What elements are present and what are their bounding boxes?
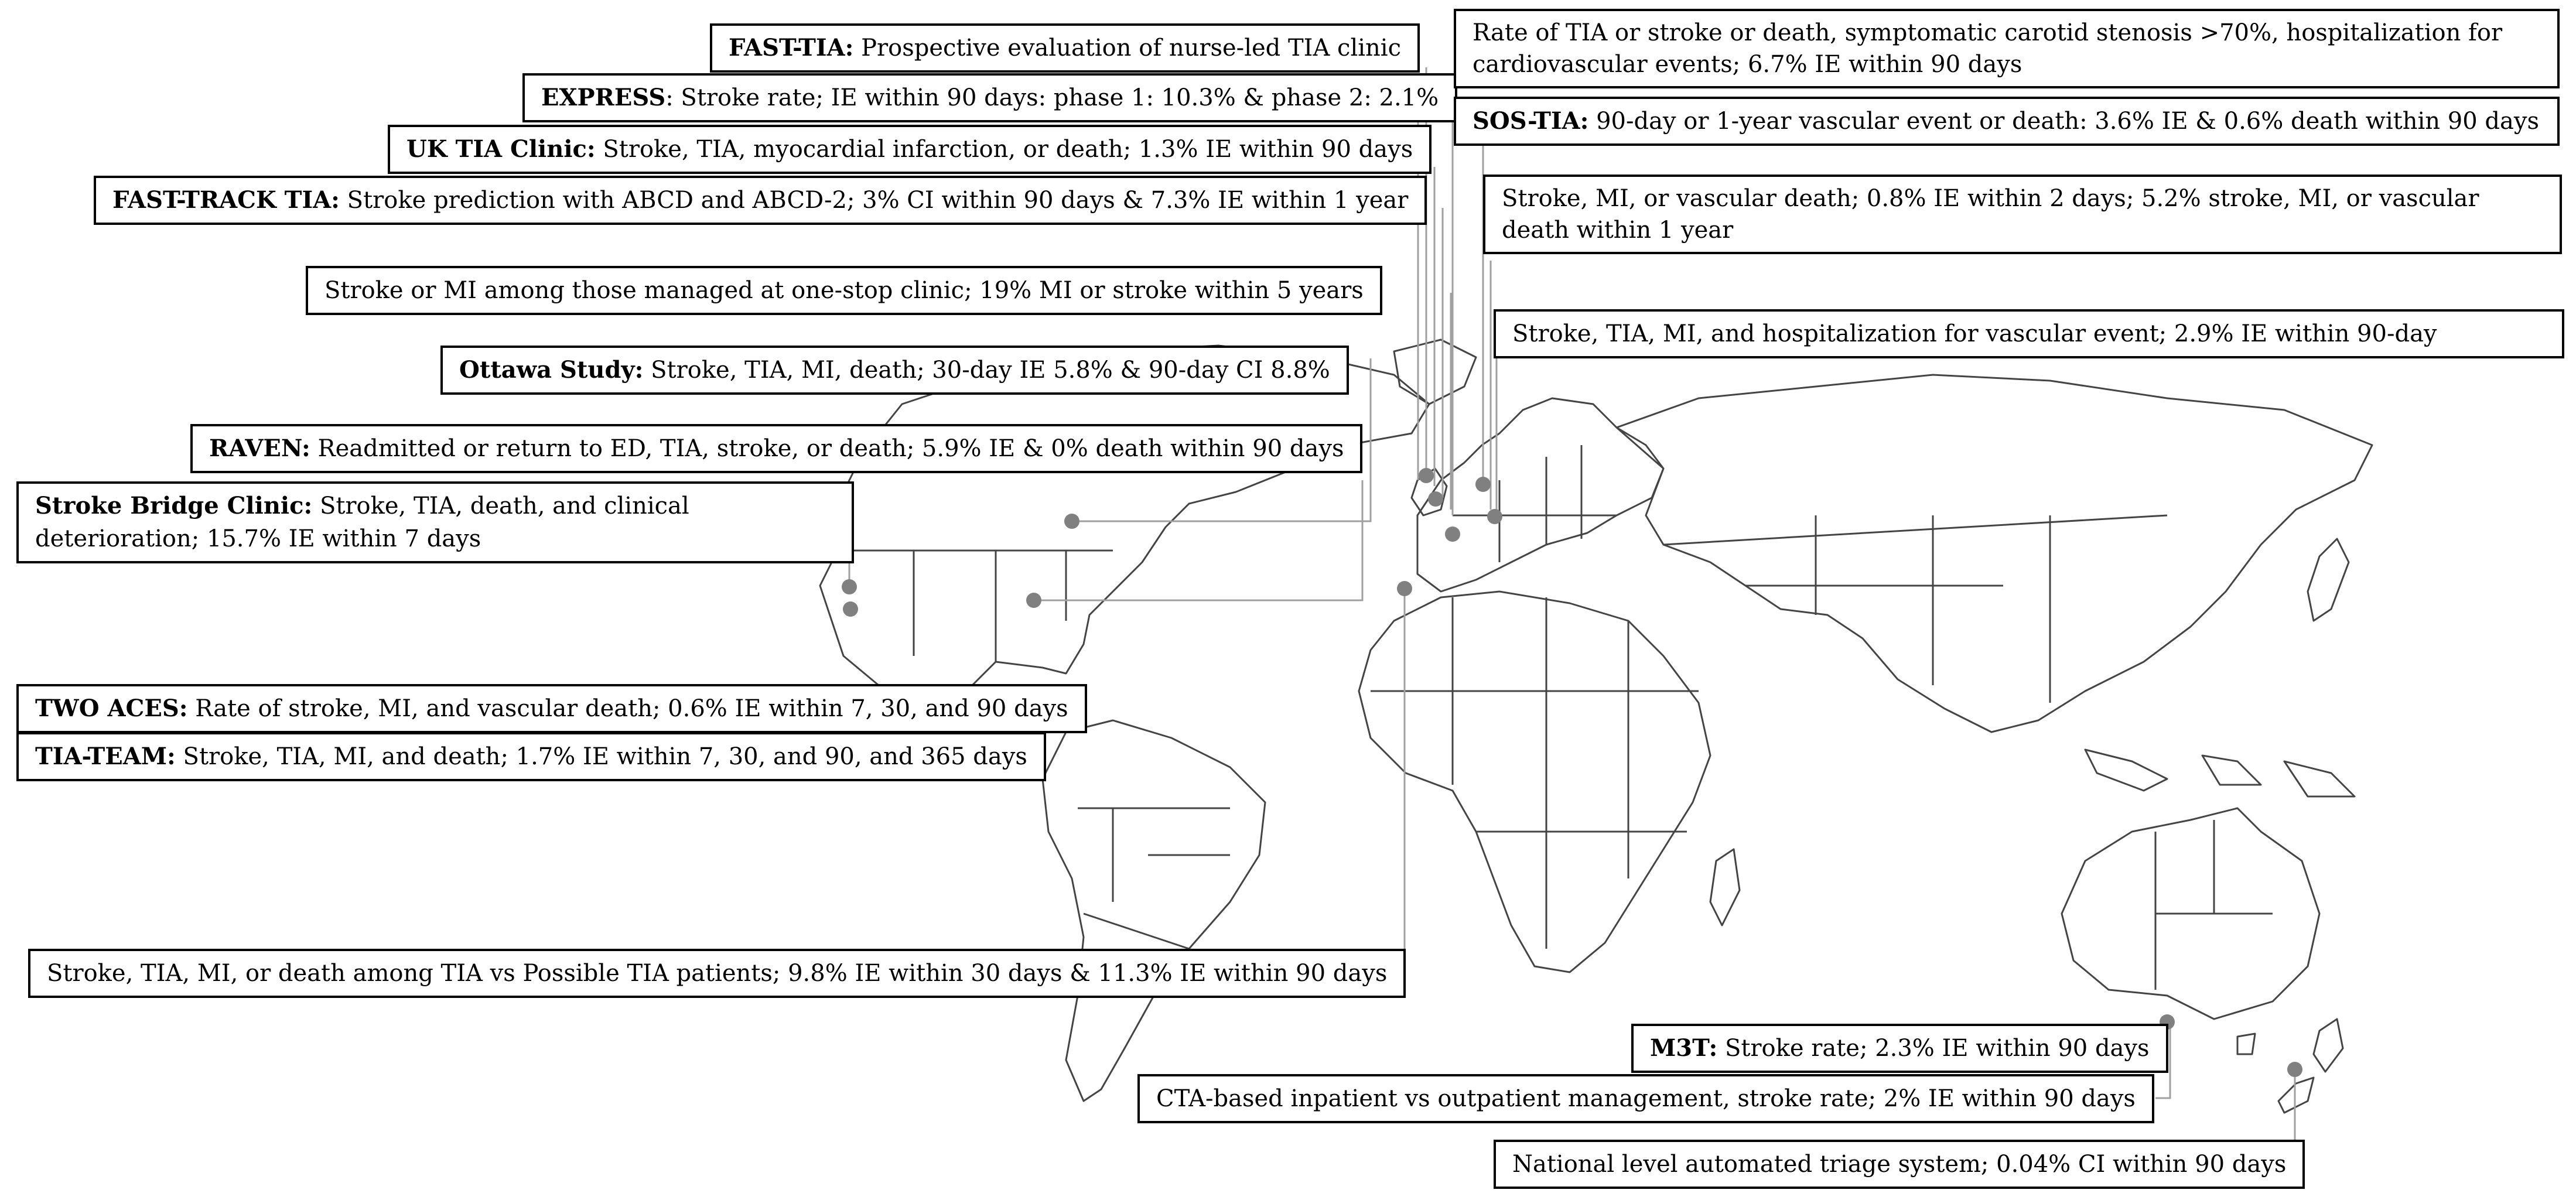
study-desc: Readmitted or return to ED, TIA, stroke, or death; 5.9% IE & 0% death within 90 days bbox=[317, 435, 1344, 462]
study-desc: Stroke, TIA, MI, death; 30-day IE 5.8% & 90-day CI 8.8% bbox=[651, 357, 1330, 384]
europe-borders bbox=[1453, 445, 1617, 562]
study-box-stroke-bridge bbox=[16, 481, 854, 563]
marker-stroke-bridge-1 bbox=[842, 579, 857, 594]
study-box-hospitalization bbox=[1494, 309, 2564, 358]
north-america-borders bbox=[838, 551, 1113, 662]
japan bbox=[2308, 539, 2349, 621]
study-box-carotid-stenosis bbox=[1454, 9, 2560, 88]
asia-landmass bbox=[1617, 375, 2372, 732]
study-box-express bbox=[522, 73, 1457, 122]
leader-raven bbox=[1034, 480, 1362, 600]
study-name: TWO ACES: bbox=[35, 695, 188, 722]
study-box-raven bbox=[190, 424, 1362, 473]
study-box-national-triage bbox=[1494, 1140, 2305, 1189]
study-name: SOS-TIA: bbox=[1473, 107, 1589, 135]
study-desc: Stroke, TIA, MI, and hospitalization for vascular event; 2.9% IE within 90-day bbox=[1512, 320, 2437, 347]
study-name: EXPRESS bbox=[541, 84, 666, 111]
study-desc: Stroke, TIA, death, and clinical deterioration; 15.7% IE within 7 days bbox=[35, 493, 689, 552]
marker-ottawa bbox=[1064, 514, 1079, 529]
study-desc: Stroke, TIA, MI, or death among TIA vs Possible TIA patients; 9.8% IE within 30 days & 11.3% IE within 90 days bbox=[47, 960, 1388, 987]
tasmania bbox=[2237, 1034, 2255, 1054]
study-desc: Rate of TIA or stroke or death, symptomatic carotid stenosis >70%, hospitalization for cardiovascular events; 6.7% IE within 90 days bbox=[1473, 19, 2503, 78]
study-name: FAST-TRACK TIA: bbox=[112, 186, 340, 214]
study-desc: Stroke, MI, or vascular death; 0.8% IE within 2 days; 5.2% stroke, MI, or vascular death within 1 year bbox=[1502, 185, 2479, 244]
study-desc: Stroke prediction with ABCD and ABCD-2; 3% CI within 90 days & 7.3% IE within 1 year bbox=[347, 187, 1409, 214]
marker-portugal bbox=[1397, 581, 1412, 596]
study-box-uk-tia-clinic bbox=[388, 125, 1432, 174]
study-desc: Stroke, TIA, MI, and death; 1.7% IE within 7, 30, and 90, and 365 days bbox=[183, 743, 1027, 770]
study-desc: : Stroke rate; IE within 90 days: phase 1: 10.3% & phase 2: 2.1% bbox=[665, 84, 1439, 111]
study-desc: Stroke, TIA, myocardial infarction, or death; 1.3% IE within 90 days bbox=[603, 136, 1413, 163]
study-box-fast-track-tia bbox=[94, 176, 1427, 225]
asia-borders bbox=[1663, 515, 2167, 703]
europe-landmass bbox=[1417, 398, 1663, 592]
study-desc: Stroke or MI among those managed at one-stop clinic; 19% MI or stroke within 5 years bbox=[324, 277, 1364, 304]
study-desc: Prospective evaluation of nurse-led TIA clinic bbox=[861, 35, 1402, 61]
africa-landmass bbox=[1359, 592, 1710, 972]
study-name: TIA-TEAM: bbox=[35, 743, 176, 770]
study-name: Stroke Bridge Clinic: bbox=[35, 492, 313, 519]
southeast-asia-islands bbox=[2085, 750, 2355, 796]
study-desc: CTA-based inpatient vs outpatient management, stroke rate; 2% IE within 90 days bbox=[1156, 1085, 2136, 1112]
marker-europe-1 bbox=[1475, 477, 1491, 492]
study-desc: 90-day or 1-year vascular event or death: 3.6% IE & 0.6% death within 90 days bbox=[1596, 108, 2539, 135]
south-america-landmass bbox=[1043, 720, 1265, 1101]
study-box-m3t bbox=[1631, 1024, 2168, 1073]
study-box-ottawa bbox=[440, 346, 1349, 395]
study-box-one-stop-clinic bbox=[306, 266, 1382, 315]
study-desc: National level automated triage system; 0.04% CI within 90 days bbox=[1512, 1151, 2287, 1178]
study-box-vascular-death bbox=[1483, 175, 2562, 254]
marker-new-zealand bbox=[2287, 1062, 2302, 1077]
australia-borders bbox=[2155, 820, 2273, 990]
study-box-two-aces bbox=[16, 684, 1087, 733]
study-name: Ottawa Study: bbox=[459, 356, 644, 384]
study-box-sos-tia bbox=[1454, 97, 2560, 146]
study-box-cta-based bbox=[1137, 1074, 2154, 1123]
marker-stroke-bridge-2 bbox=[843, 601, 858, 617]
marker-uk-2 bbox=[1428, 491, 1443, 507]
study-desc: Rate of stroke, MI, and vascular death; 0.6% IE within 7, 30, and 90 days bbox=[195, 695, 1068, 722]
study-name: M3T: bbox=[1650, 1034, 1718, 1062]
africa-borders bbox=[1371, 597, 1699, 949]
marker-uk-1 bbox=[1419, 468, 1434, 483]
madagascar bbox=[1710, 849, 1740, 925]
study-name: UK TIA Clinic: bbox=[406, 135, 596, 163]
study-name: RAVEN: bbox=[209, 435, 310, 462]
study-box-fast-tia bbox=[710, 23, 1420, 73]
study-name: FAST-TIA: bbox=[729, 34, 854, 61]
north-america-landmass bbox=[820, 346, 1429, 709]
marker-europe-2 bbox=[1487, 509, 1502, 524]
marker-raven bbox=[1026, 593, 1041, 608]
study-desc: Stroke rate; 2.3% IE within 90 days bbox=[1724, 1035, 2150, 1062]
study-box-tia-team bbox=[16, 732, 1046, 781]
study-box-tia-vs-possible bbox=[28, 949, 1406, 998]
marker-uk-3 bbox=[1445, 527, 1460, 542]
